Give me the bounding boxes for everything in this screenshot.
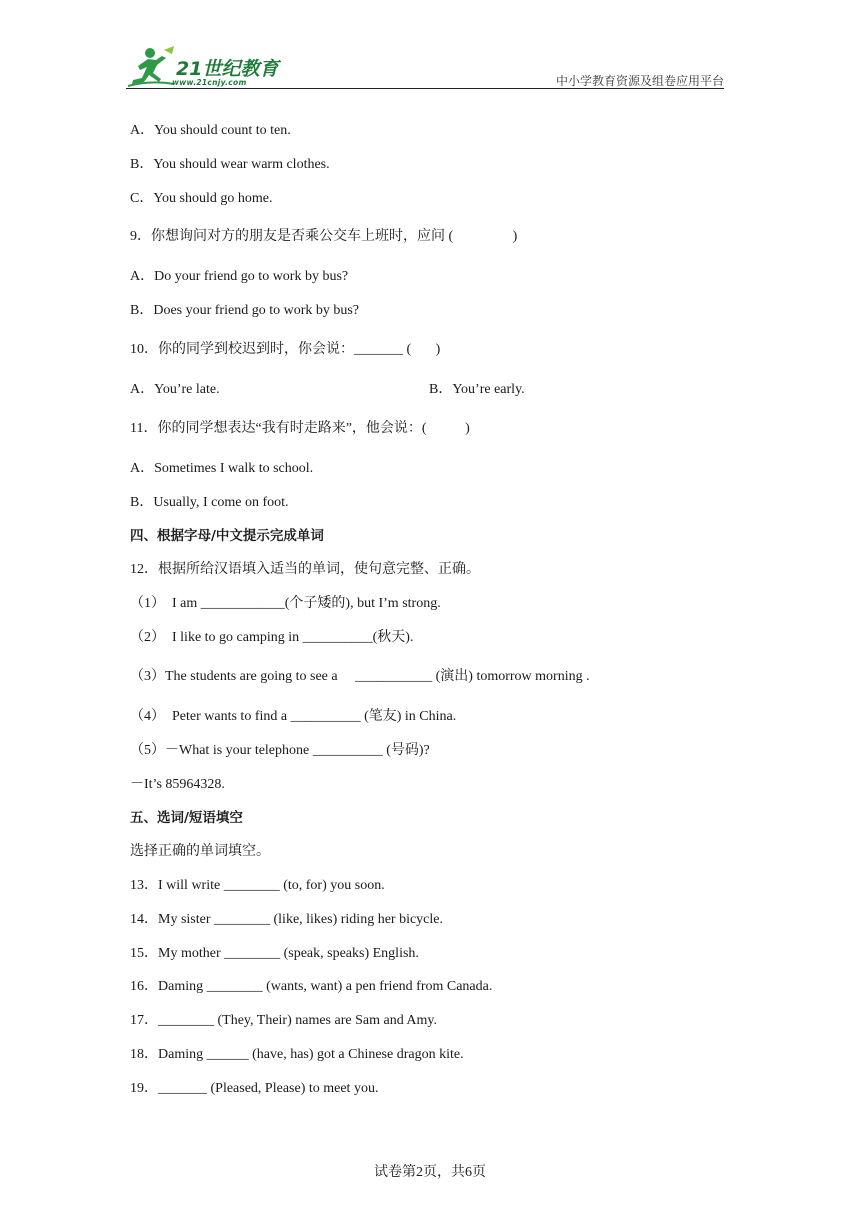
q11-stem: 11．你的同学想表达“我有时走路来”，他会说：( ) <box>130 421 470 436</box>
q12-item-5-answer: －It’s 85964328. <box>130 777 225 792</box>
q11-option-a: A．Sometimes I walk to school. <box>130 461 314 476</box>
q14: 14．My sister ________ (like, likes) riding her bicycle. <box>130 912 443 927</box>
q9-stem: 9．你想询问对方的朋友是否乘公交车上班时，应问 ( ) <box>130 229 518 244</box>
runner-icon <box>126 44 176 90</box>
header-divider <box>126 88 724 89</box>
q12-item-1: （1） I am ____________(个子矮的), but I’m strong. <box>130 596 441 611</box>
section-5-heading: 五、选词/短语填空 <box>130 810 243 826</box>
q12-item-2: （2） I like to go camping in __________(秋天). <box>130 630 414 645</box>
q12-item-5: （5）－What is your telephone __________ (号码)? <box>130 743 430 758</box>
q10-option-b: B．You’re early. <box>429 382 525 397</box>
site-logo <box>126 44 296 90</box>
q9-option-a: A．Do your friend go to work by bus? <box>130 269 349 284</box>
q15: 15．My mother ________ (speak, speaks) English. <box>130 946 419 961</box>
page-footer: 试卷第2页，共6页 <box>374 1165 486 1180</box>
q17: 17．________ (They, Their) names are Sam and Amy. <box>130 1013 438 1028</box>
section-4-heading: 四、根据字母/中文提示完成单词 <box>130 528 324 544</box>
q16: 16．Daming ________ (wants, want) a pen friend from Canada. <box>130 979 493 994</box>
q12-item-3: （3）The students are going to see a ___________ (演出) tomorrow morning . <box>130 669 590 684</box>
q9-option-b: B．Does your friend go to work by bus? <box>130 303 360 318</box>
q8-option-b: B．You should wear warm clothes. <box>130 157 330 172</box>
q12-stem: 12．根据所给汉语填入适当的单词，使句意完整、正确。 <box>130 562 480 577</box>
section-5-instruction: 选择正确的单词填空。 <box>130 844 270 859</box>
q11-option-b: B．Usually, I come on foot. <box>130 495 289 510</box>
q8-option-a: A．You should count to ten. <box>130 123 291 138</box>
page-header <box>126 44 724 90</box>
q10-option-a: A．You’re late. <box>130 382 220 397</box>
logo-text: 21世纪教育 <box>176 58 279 80</box>
logo-url: www.21cnjy.com <box>172 78 247 87</box>
q18: 18．Daming ______ (have, has) got a Chinese dragon kite. <box>130 1047 464 1062</box>
q8-option-c: C．You should go home. <box>130 191 273 206</box>
q19: 19．_______ (Pleased, Please) to meet you. <box>130 1081 379 1096</box>
platform-name: 中小学教育资源及组卷应用平台 <box>555 74 724 88</box>
q10-stem: 10．你的同学到校迟到时，你会说：_______ ( ) <box>130 342 441 357</box>
q13: 13．I will write ________ (to, for) you soon. <box>130 878 385 893</box>
q12-item-4: （4） Peter wants to find a __________ (笔友) in China. <box>130 709 457 724</box>
